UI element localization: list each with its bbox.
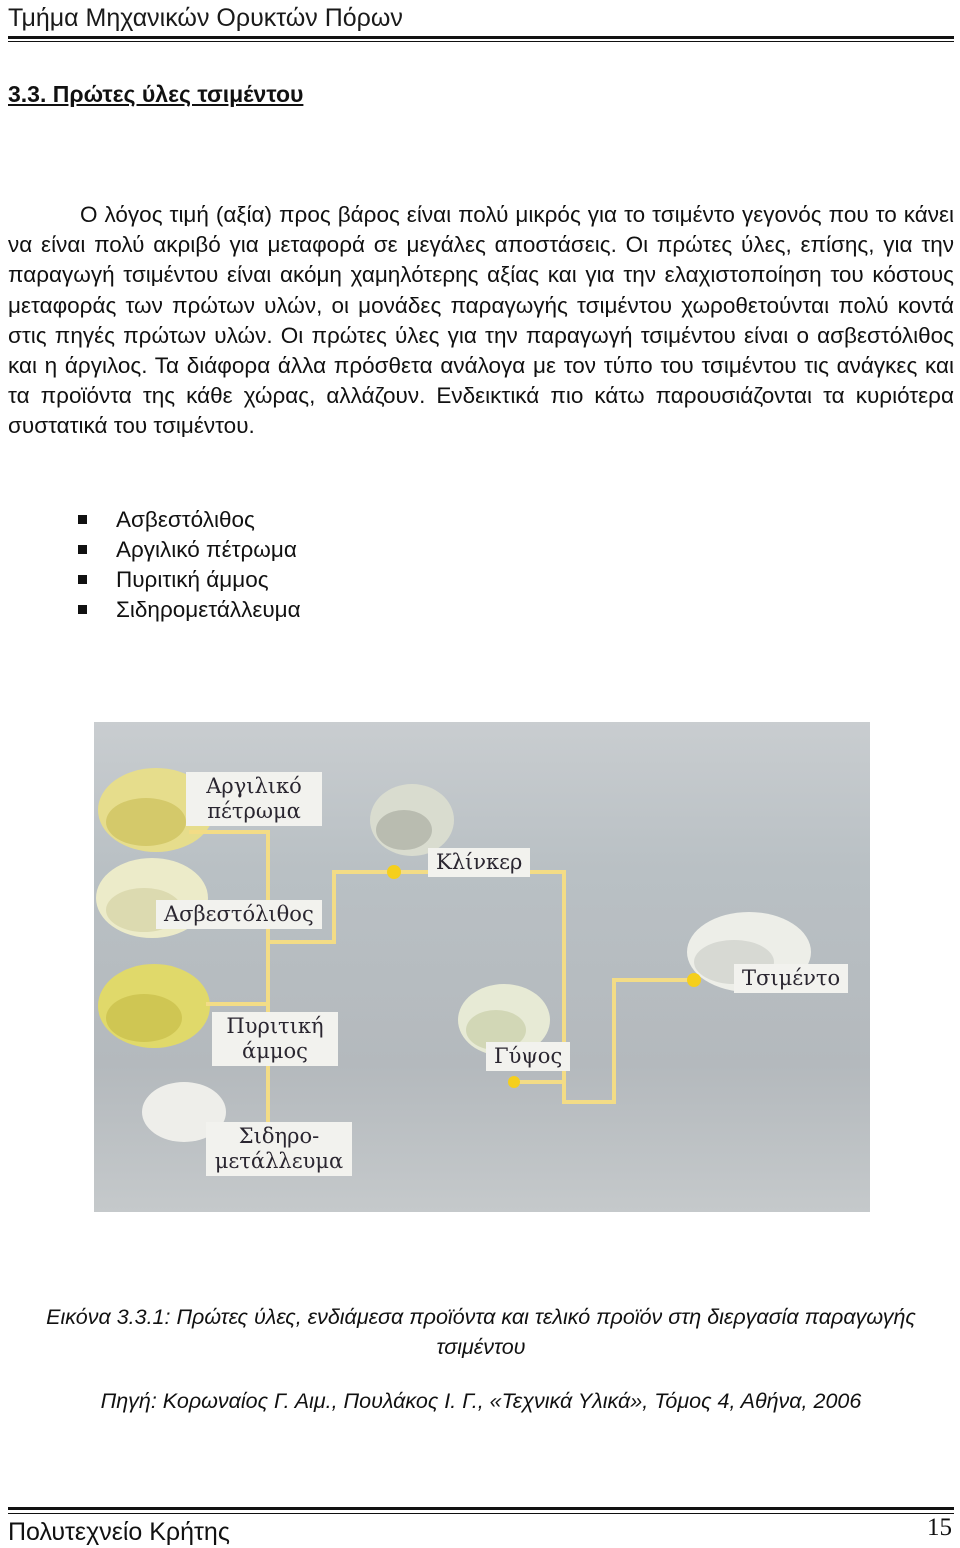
- sand-pile-shade: [106, 994, 182, 1042]
- label-sand: Πυριτική άμμος: [212, 1012, 338, 1066]
- clinker-node: [387, 865, 401, 879]
- header-rule-thin: [8, 41, 954, 42]
- list-item: [78, 505, 301, 535]
- label-clinker: Κλίνκερ: [428, 848, 530, 877]
- running-header: Τμήμα Μηχανικών Ορυκτών Πόρων: [8, 4, 403, 32]
- footer-institution: Πολυτεχνείο Κρήτης: [8, 1518, 230, 1546]
- list-item-label: Αργιλικό πέτρωμα: [116, 537, 297, 562]
- raw-materials-list: [78, 505, 301, 625]
- label-gypsum: Γύψος: [486, 1042, 570, 1071]
- list-item-label: Πυριτική άμμος: [116, 567, 269, 592]
- process-figure: [94, 722, 870, 1212]
- list-item: [78, 565, 301, 595]
- figure-source: Πηγή: Κορωναίος Γ. Αιμ., Πουλάκος Ι. Γ., «Τεχνικά Υλικά», Τόμος 4, Αθήνα, 2006: [100, 1389, 862, 1413]
- gypsum-node: [508, 1076, 520, 1088]
- square-bullet-icon: [78, 605, 87, 614]
- cement-node: [687, 973, 701, 987]
- list-item: [78, 535, 301, 565]
- clay-pile-shade: [106, 798, 186, 846]
- label-clay: Αργιλικό πέτρωμα: [186, 772, 322, 826]
- square-bullet-icon: [78, 575, 87, 584]
- footer-rule-thin: [8, 1513, 954, 1514]
- section-heading: 3.3. Πρώτες ύλες τσιμέντου: [8, 81, 304, 107]
- label-iron: Σιδηρο- μετάλλευμα: [206, 1122, 352, 1176]
- body-paragraph: Ο λόγος τιμή (αξία) προς βάρος είναι πολύ μικρός για το τσιμέντο γεγονός που το κάνει να είναι πολύ ακριβό για μεταφορά σε μεγάλες αποστάσεις. Οι πρώτες ύλες, επίσης, για την παραγωγή τσιμέντου είναι ακόμη χαμηλότερης αξίας και για την ελαχιστοποίηση του κόστους μεταφοράς των πρώτων υλών, οι μονάδες παραγωγής τσιμέντου χωροθετούνται πολύ κοντά στις πηγές πρώτων υλών. Οι πρώτες ύλες για την παραγωγή τσιμέντου είναι ο ασβεστόλιθος και η άργιλος. Τα διάφορα άλλα πρόσθετα ανάλογα με τον τύπο του τσιμέντου τις ανάγκες και τα προϊόντα της κάθε χώρας, αλλάζουν. Ενδεικτικά πιο κάτω παρουσιάζονται τα κυριότερα συστατικά του τσιμέντου.: [8, 202, 954, 439]
- page-number: 15: [927, 1514, 952, 1541]
- clinker-pile-shade: [376, 810, 432, 850]
- label-limestone: Ασβεστόλιθος: [156, 900, 322, 929]
- list-item: [78, 595, 301, 625]
- label-cement: Τσιμέντο: [734, 964, 848, 993]
- list-item-label: Σιδηρομετάλλευμα: [116, 597, 301, 622]
- figure-caption: Εικόνα 3.3.1: Πρώτες ύλες, ενδιάμεσα προϊόντα και τελικό προϊόν στη διεργασία παραγωγής τσιμέντου: [46, 1305, 916, 1359]
- footer-rule: [8, 1507, 954, 1510]
- list-item-label: Ασβεστόλιθος: [116, 507, 255, 532]
- header-rule: [8, 36, 954, 39]
- square-bullet-icon: [78, 515, 87, 524]
- square-bullet-icon: [78, 545, 87, 554]
